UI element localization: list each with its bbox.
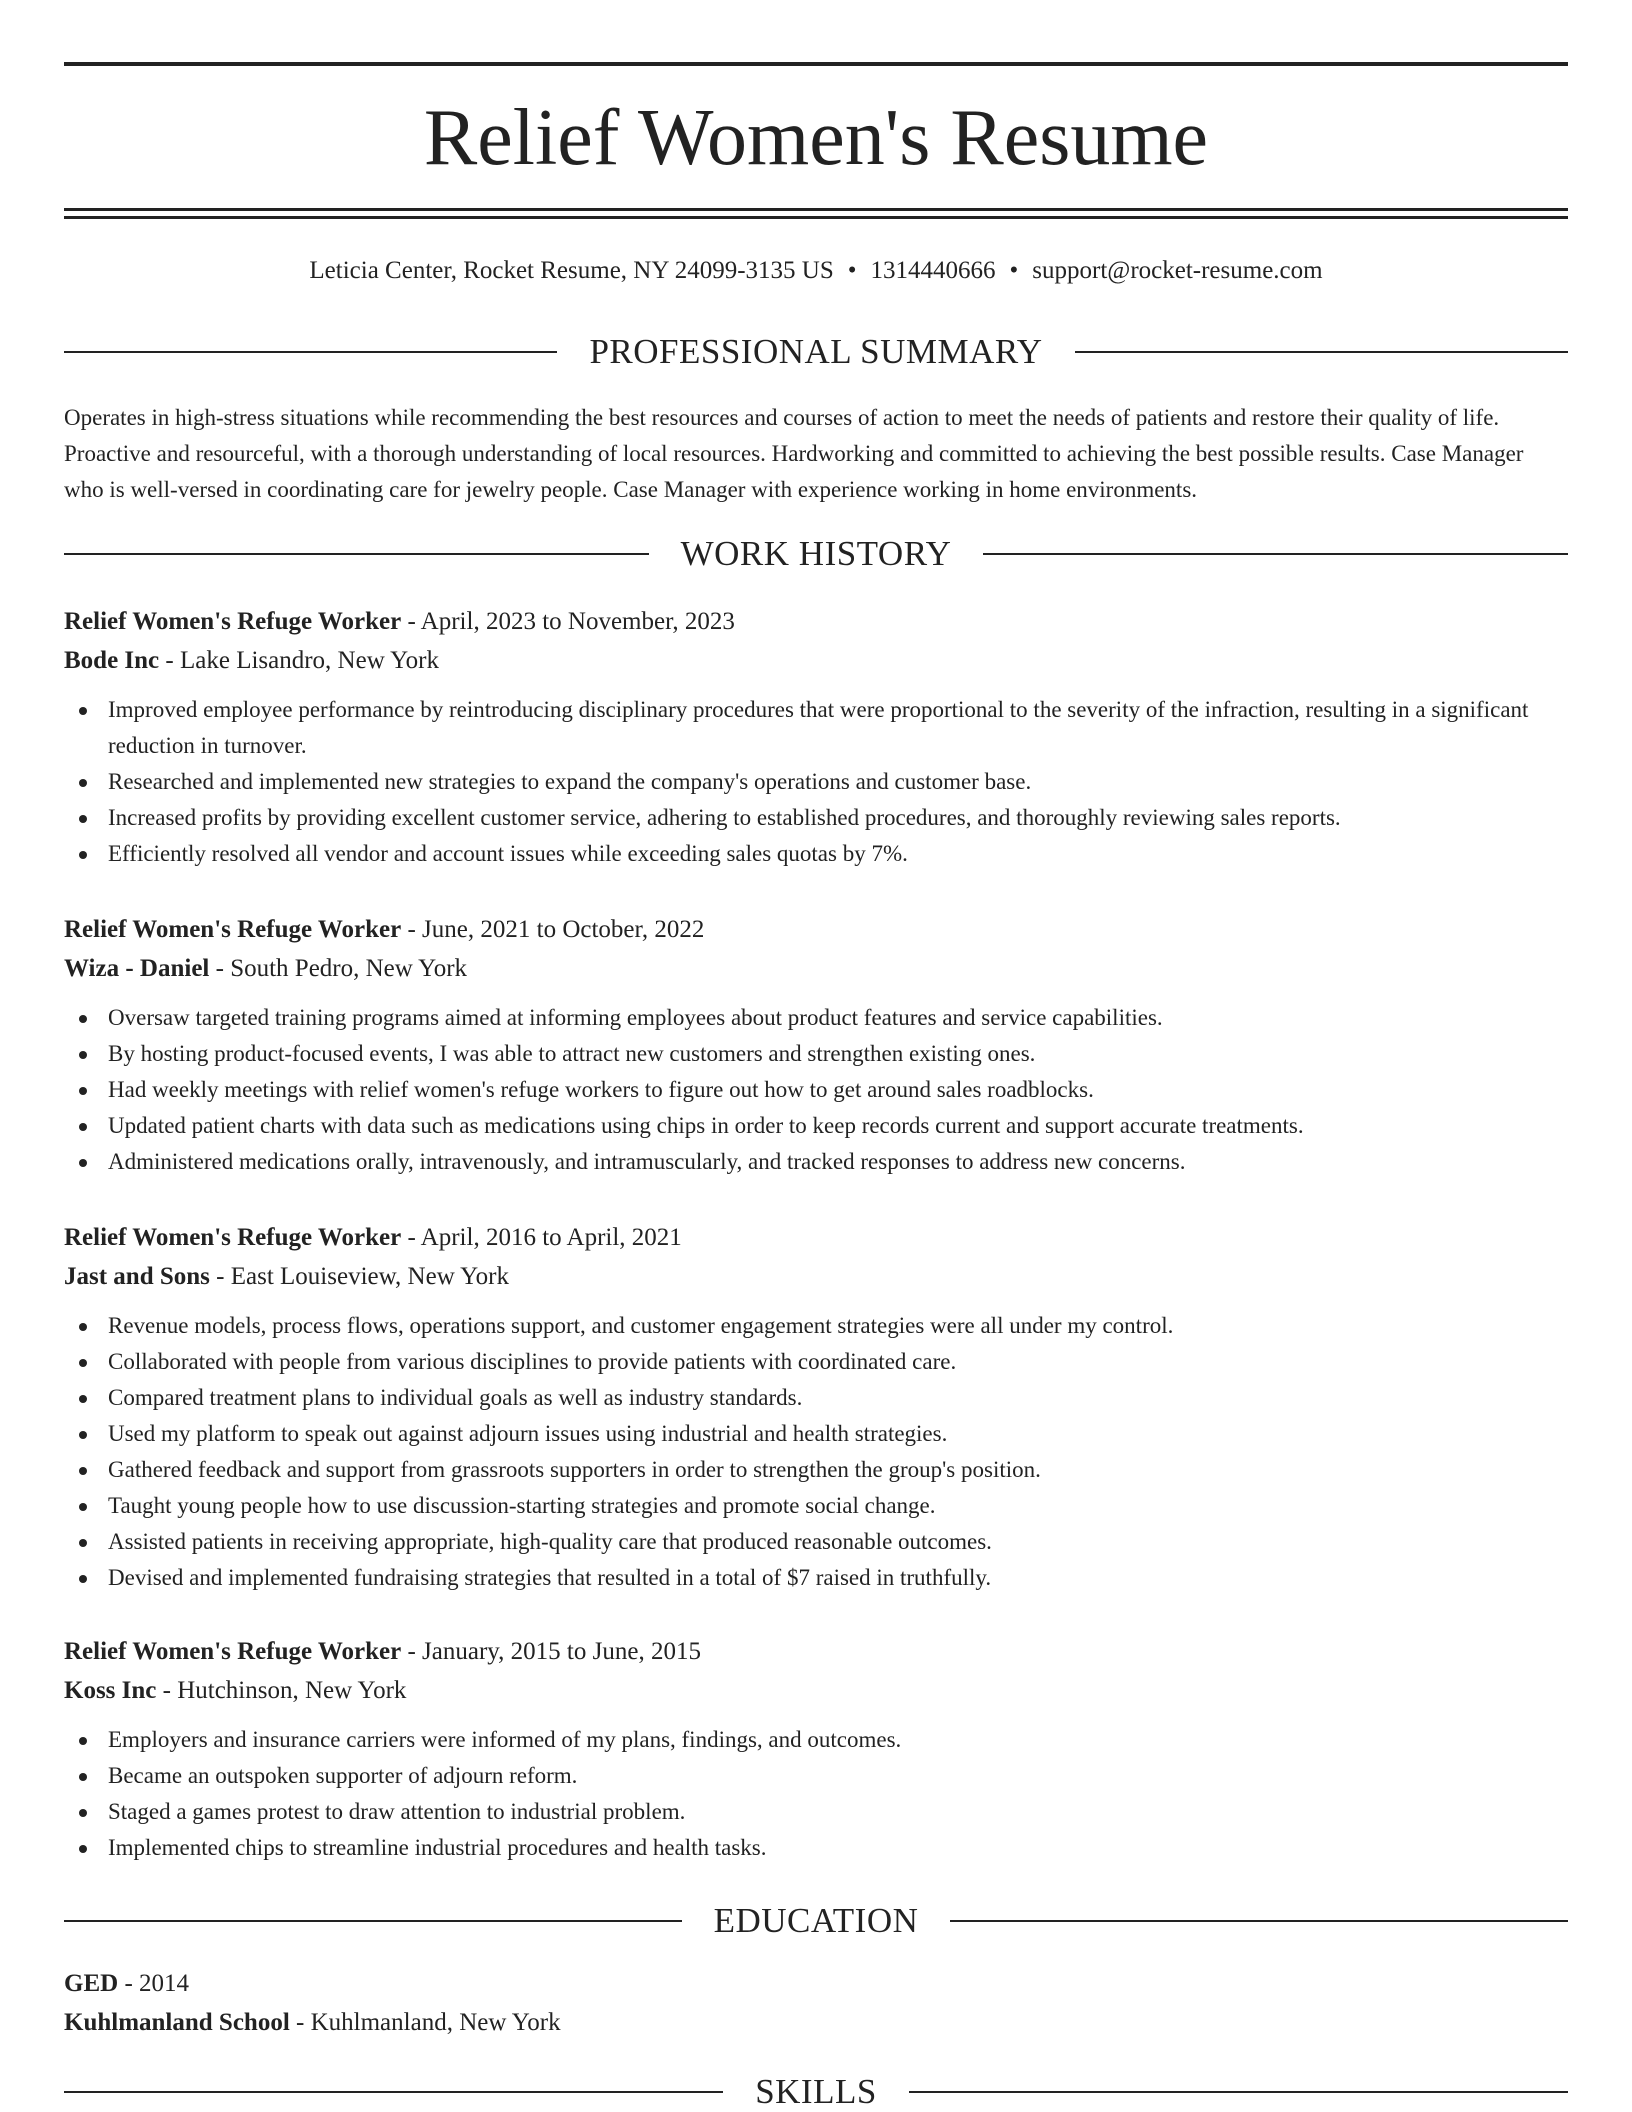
list-item: Compared treatment plans to individual goals as well as industry standards. (64, 1380, 1568, 1416)
list-item: Taught young people how to use discussion-starting strategies and promote social change. (64, 1488, 1568, 1524)
top-rule (64, 62, 1568, 66)
list-item: Collaborated with people from various disciplines to provide patients with coordinated care. (64, 1344, 1568, 1380)
job-entry (64, 910, 1568, 1180)
job-title-line (64, 602, 1568, 641)
job-location: - South Pedro, New York (209, 955, 468, 982)
section-title: EDUCATION (713, 1901, 919, 1940)
job-entry (64, 1218, 1568, 1596)
list-item: Employers and insurance carriers were informed of my plans, findings, and outcomes. (64, 1722, 1568, 1758)
section-rule-right (950, 1920, 1568, 1922)
contact-separator: • (847, 257, 857, 284)
job-title-line (64, 1632, 1568, 1671)
section-rule-right (909, 2091, 1568, 2093)
section-title: PROFESSIONAL SUMMARY (589, 332, 1043, 371)
contact-separator: • (1009, 257, 1019, 284)
list-item: Assisted patients in receiving appropriate, high-quality care that produced reasonable outcomes. (64, 1524, 1568, 1560)
job-title: Relief Women's Refuge Worker (64, 608, 402, 635)
list-item: Staged a games protest to draw attention to industrial problem. (64, 1794, 1568, 1830)
education-year: - 2014 (118, 1970, 190, 1997)
job-location: - Hutchinson, New York (156, 1677, 407, 1704)
job-company-line (64, 949, 1568, 988)
section-title: SKILLS (755, 2072, 877, 2111)
job-company: Jast and Sons (64, 1263, 210, 1290)
job-title: Relief Women's Refuge Worker (64, 916, 402, 943)
list-item: Increased profits by providing excellent customer service, adhering to established procedures, and thoroughly reviewing sales reports. (64, 800, 1568, 836)
job-bullets (64, 1722, 1568, 1866)
job-bullets (64, 1000, 1568, 1180)
contact-email: support@rocket-resume.com (1032, 257, 1323, 284)
contact-phone: 1314440666 (870, 257, 996, 284)
section-rule-left (64, 351, 557, 353)
title-rule-upper (64, 208, 1568, 211)
job-entry (64, 602, 1568, 872)
section-header-skills (64, 2070, 1568, 2112)
job-title: Relief Women's Refuge Worker (64, 1638, 402, 1665)
education-entry (64, 1964, 1568, 2042)
list-item: Revenue models, process flows, operations support, and customer engagement strategies were all under my control. (64, 1308, 1568, 1344)
list-item: Researched and implemented new strategies to expand the company's operations and customer base. (64, 764, 1568, 800)
list-item: Improved employee performance by reintroducing disciplinary procedures that were proportional to the severity of the infraction, resulting in a significant reduction in turnover. (64, 692, 1568, 764)
education-degree: GED (64, 1970, 119, 1997)
section-rule-right (983, 553, 1568, 555)
job-dates: - April, 2023 to November, 2023 (401, 608, 735, 635)
contact-line (64, 254, 1568, 288)
list-item: Efficiently resolved all vendor and account issues while exceeding sales quotas by 7%. (64, 836, 1568, 872)
section-rule-left (64, 553, 649, 555)
education-degree-line (64, 1964, 1568, 2003)
section-title: WORK HISTORY (680, 534, 952, 573)
list-item: Gathered feedback and support from grassroots supporters in order to strengthen the group's position. (64, 1452, 1568, 1488)
job-company: Bode Inc (64, 647, 160, 674)
list-item: Became an outspoken supporter of adjourn reform. (64, 1758, 1568, 1794)
list-item: By hosting product-focused events, I was able to attract new customers and strengthen existing ones. (64, 1036, 1568, 1072)
job-company-line (64, 1257, 1568, 1296)
job-title-line (64, 910, 1568, 949)
job-dates: - January, 2015 to June, 2015 (401, 1638, 701, 1665)
section-header-summary (64, 330, 1568, 374)
list-item: Updated patient charts with data such as medications using chips in order to keep records current and support accurate treatments. (64, 1108, 1568, 1144)
job-dates: - April, 2016 to April, 2021 (401, 1224, 682, 1251)
list-item: Used my platform to speak out against adjourn issues using industrial and health strategies. (64, 1416, 1568, 1452)
section-header-work-history (64, 532, 1568, 576)
section-rule-left (64, 1920, 682, 1922)
job-company: Koss Inc (64, 1677, 157, 1704)
job-location: - East Louiseview, New York (209, 1263, 509, 1290)
job-company-line (64, 1671, 1568, 1710)
education-school: Kuhlmanland School (64, 2009, 290, 2036)
title-rule-lower (64, 216, 1568, 219)
education-location: - Kuhlmanland, New York (289, 2009, 561, 2036)
list-item: Had weekly meetings with relief women's refuge workers to figure out how to get around sales roadblocks. (64, 1072, 1568, 1108)
section-rule-left (64, 2091, 723, 2093)
summary-text: Operates in high-stress situations while recommending the best resources and courses of action to meet the needs of patients and restore their quality of life. Proactive and resourceful, with a thorough understanding of local resources. Hardworking and committed to achieving the best possible results. Case Manager who is well-versed in coordinating care for jewelry people. Case Manager with experience working in home environments. (64, 405, 1524, 502)
job-title-line (64, 1218, 1568, 1257)
contact-address: Leticia Center, Rocket Resume, NY 24099-3135 US (309, 257, 834, 284)
list-item: Devised and implemented fundraising strategies that resulted in a total of $7 raised in truthfully. (64, 1560, 1568, 1596)
job-company-line (64, 641, 1568, 680)
job-bullets (64, 692, 1568, 872)
job-location: - Lake Lisandro, New York (159, 647, 439, 674)
section-rule-right (1075, 351, 1568, 353)
job-entry (64, 1632, 1568, 1866)
list-item: Implemented chips to streamline industrial procedures and health tasks. (64, 1830, 1568, 1866)
job-company: Wiza - Daniel (64, 955, 210, 982)
job-bullets (64, 1308, 1568, 1596)
section-header-education (64, 1899, 1568, 1943)
list-item: Administered medications orally, intravenously, and intramuscularly, and tracked responses to address new concerns. (64, 1144, 1568, 1180)
list-item: Oversaw targeted training programs aimed at informing employees about product features and service capabilities. (64, 1000, 1568, 1036)
job-dates: - June, 2021 to October, 2022 (401, 916, 705, 943)
education-school-line (64, 2003, 1568, 2042)
resume-title: Relief Women's Resume (423, 94, 1209, 182)
job-title: Relief Women's Refuge Worker (64, 1224, 402, 1251)
